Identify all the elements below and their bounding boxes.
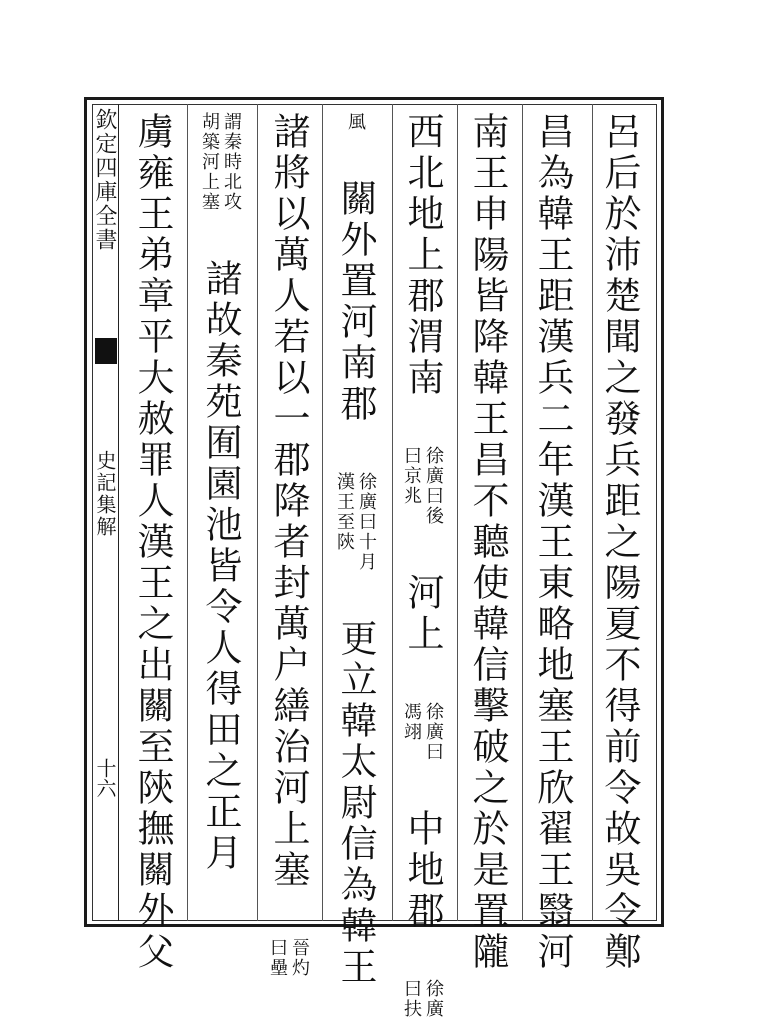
text-column-7	[198, 112, 242, 912]
note-right: 徐廣曰後	[423, 446, 444, 526]
note-left: 胡築河上塞	[199, 112, 220, 212]
commentary-note-single: 風	[345, 112, 366, 132]
commentary-note	[198, 112, 242, 212]
text-column-5	[333, 112, 377, 988]
column-rule	[457, 104, 458, 921]
note-right: 謂秦時北攻	[221, 112, 242, 212]
main-text: 更立韓太尉信為韓王	[334, 619, 377, 988]
text-column-4	[400, 112, 444, 1019]
note-left: 漢王至陝	[334, 472, 355, 552]
commentary-note	[266, 938, 310, 978]
column-rule	[187, 104, 188, 921]
commentary-note	[400, 702, 444, 762]
fish-tail-mark-icon	[95, 338, 117, 364]
main-text: 呂后於沛楚聞之發兵距之陽夏不得前令故吳令鄭	[598, 112, 641, 973]
text-column-6	[266, 112, 310, 978]
commentary-note	[400, 446, 444, 526]
column-rule	[257, 104, 258, 921]
main-text: 昌為韓王距漢兵二年漢王東略地塞王欣翟王翳河	[531, 112, 574, 973]
series-title: 欽定四庫全書	[92, 108, 117, 252]
text-column-2	[530, 112, 574, 973]
book-title: 史記集解	[93, 450, 117, 538]
main-text: 西北地上郡渭南	[401, 112, 444, 399]
commentary-note	[333, 472, 377, 572]
column-rule	[322, 104, 323, 921]
note-left: 曰扶	[401, 979, 422, 1019]
main-text: 中地郡	[401, 809, 444, 932]
text-column-3	[465, 112, 509, 973]
commentary-note	[400, 979, 444, 1019]
note-right: 晉灼	[289, 938, 310, 978]
text-column-8	[130, 112, 174, 973]
column-rule	[522, 104, 523, 921]
note-left: 曰壘	[267, 938, 288, 978]
note-right: 徐廣	[423, 979, 444, 1019]
text-column-1	[597, 112, 641, 973]
note-right: 徐廣曰	[423, 702, 444, 762]
page-number: 十六	[93, 758, 117, 798]
main-text: 諸故秦苑囿園池皆令人得田之正月	[199, 259, 242, 874]
column-rule	[592, 104, 593, 921]
main-text: 虜雍王弟章平大赦罪人漢王之出關至陝撫關外父	[131, 112, 174, 973]
note-left: 曰京兆	[401, 446, 422, 506]
note-right: 徐廣曰十月	[356, 472, 377, 572]
main-text: 諸將以萬人若以一郡降者封萬户繕治河上塞	[267, 112, 310, 891]
column-rule	[392, 104, 393, 921]
main-text: 南王申陽皆降韓王昌不聽使韓信擊破之於是置隴	[466, 112, 509, 973]
note-left: 馮翊	[401, 702, 422, 742]
main-text: 關外置河南郡	[334, 179, 377, 425]
main-text: 河上	[401, 573, 444, 655]
